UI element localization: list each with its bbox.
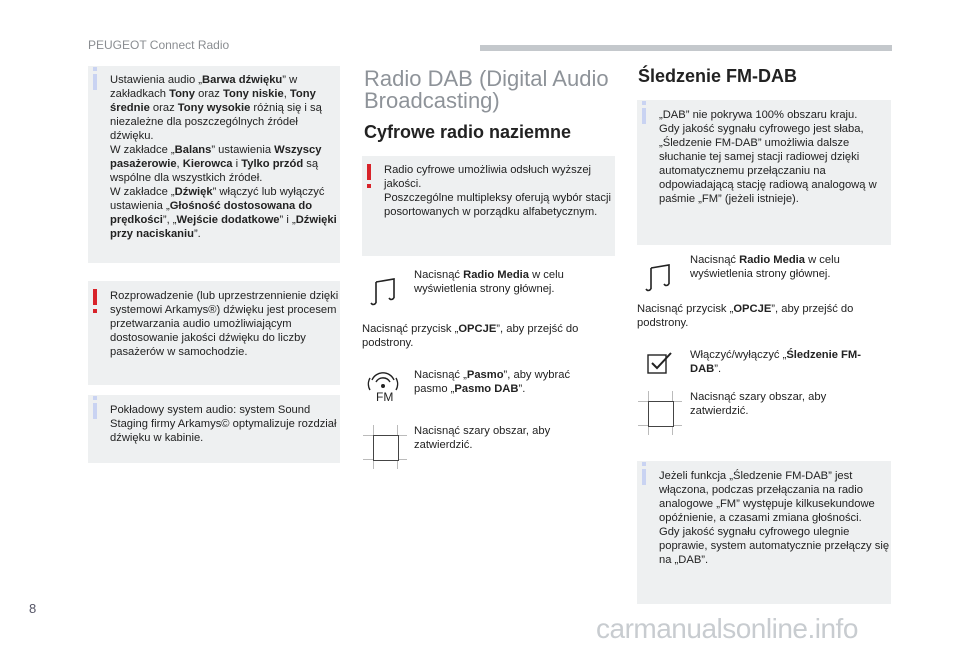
music-note-icon (645, 262, 673, 294)
dab-warning-box (362, 156, 615, 256)
fm-dab-info-text: „DAB” nie pokrywa 100% obszaru kraju. Gdy jakość sygnału cyfrowego jest słaba, „Śledzenie FM-DAB” umożliwia dalsze słuchanie tej samej stacji radiowej dzięki automatycznemu przełączaniu na odpowiadającą stację radiową analogową w paśmie „FM” (jeżeli istnieje). (659, 109, 877, 205)
info-marker-icon (642, 469, 646, 485)
arkamys-warning-box (88, 281, 340, 385)
checkbox-checked-icon (647, 350, 675, 376)
fm-radio-icon (364, 368, 404, 408)
warning-marker-icon (93, 289, 97, 305)
dab-step-band: Nacisnąć „Pasmo”, aby wybrać pasmo „Pasmo DAB”. (414, 369, 571, 395)
fm-dab-step-toggle: Włączyć/wyłączyć „Śledzenie FM-DAB”. (690, 349, 861, 375)
audio-settings-text: Ustawienia audio „Barwa dźwięku” w zakładkach Tony oraz Tony niskie, Tony średnie oraz Tony wysokie różnią się i są niezależne dla poszczególnych źródeł dźwięku. W zakładce „Balans” ustawienia Wszyscy pasażerowie, Kierowca i Tylko przód są wspólne dla wszystkich źródeł. W zakładce „Dźwięk” włączyć lub wyłączyć ustawienia „Głośność dostosowana do prędkości”, „Wejście dodatkowe” i „Dźwięki przy naciskaniu”. (110, 74, 337, 240)
watermark-text: carmanualsonline.info (596, 613, 858, 644)
dab-step-options: Nacisnąć przycisk „OPCJE”, aby przejść do podstrony. (362, 323, 579, 349)
info-marker-icon (93, 74, 97, 90)
warning-marker-icon (367, 164, 371, 180)
confirm-square-icon (637, 390, 683, 436)
audio-settings-info-box (88, 66, 340, 263)
fm-dab-tracking-title: Śledzenie FM-DAB (638, 66, 798, 86)
music-note-icon (370, 276, 398, 308)
dab-warning-text: Radio cyfrowe umożliwia odsłuch wyższej jakości. Poszczególne multipleksy oferują wybór stacji posortowanych w porządku alfabetycznym. (384, 164, 611, 218)
sound-staging-info-box (88, 395, 340, 463)
dab-subtitle: Cyfrowe radio naziemne (364, 122, 572, 142)
dab-section-title: Radio DAB (Digital Audio Broadcasting) (364, 66, 609, 113)
dab-step-confirm: Nacisnąć szary obszar, aby zatwierdzić. (414, 425, 551, 451)
fm-dab-info-box (637, 100, 891, 245)
header-rule (480, 45, 892, 51)
fm-dab-delay-text: Jeżeli funkcja „Śledzenie FM-DAB” jest włączona, podczas przełączania na radio analogowe „FM” występuje kilkusekundowe opóźnienie, a czasami zmiana głośności. Gdy jakość sygnału cyfrowego ulegnie poprawie, system automatycznie przełączy się na „DAB”. (659, 470, 890, 566)
arkamys-warning-text: Rozprowadzenie (lub uprzestrzennienie dzięki systemowi Arkamys®) dźwięku jest procesem przetwarzania audio umożliwiającym dostosowanie jakości dźwięku do liczby pasażerów w samochodzie. (110, 290, 339, 358)
dab-step-radio-media: Nacisnąć Radio Media w celu wyświetlenia strony głównej. (414, 269, 564, 295)
fm-dab-step-confirm: Nacisnąć szary obszar, aby zatwierdzić. (690, 391, 827, 417)
fm-dab-step-options: Nacisnąć przycisk „OPCJE”, aby przejść do podstrony. (637, 303, 854, 329)
confirm-square-icon (362, 424, 408, 470)
sound-staging-text: Pokładowy system audio: system Sound Staging firmy Arkamys© optymalizuje rozdział dźwięku w kabinie. (110, 404, 337, 444)
info-marker-icon (642, 108, 646, 124)
header-title: PEUGEOT Connect Radio (88, 38, 230, 52)
page-number: 8 (29, 601, 37, 616)
fm-dab-step-radio-media: Nacisnąć Radio Media w celu wyświetlenia strony głównej. (690, 254, 840, 280)
fm-label: FM (376, 390, 394, 404)
fm-dab-delay-info-box (637, 461, 891, 604)
info-marker-icon (93, 403, 97, 419)
